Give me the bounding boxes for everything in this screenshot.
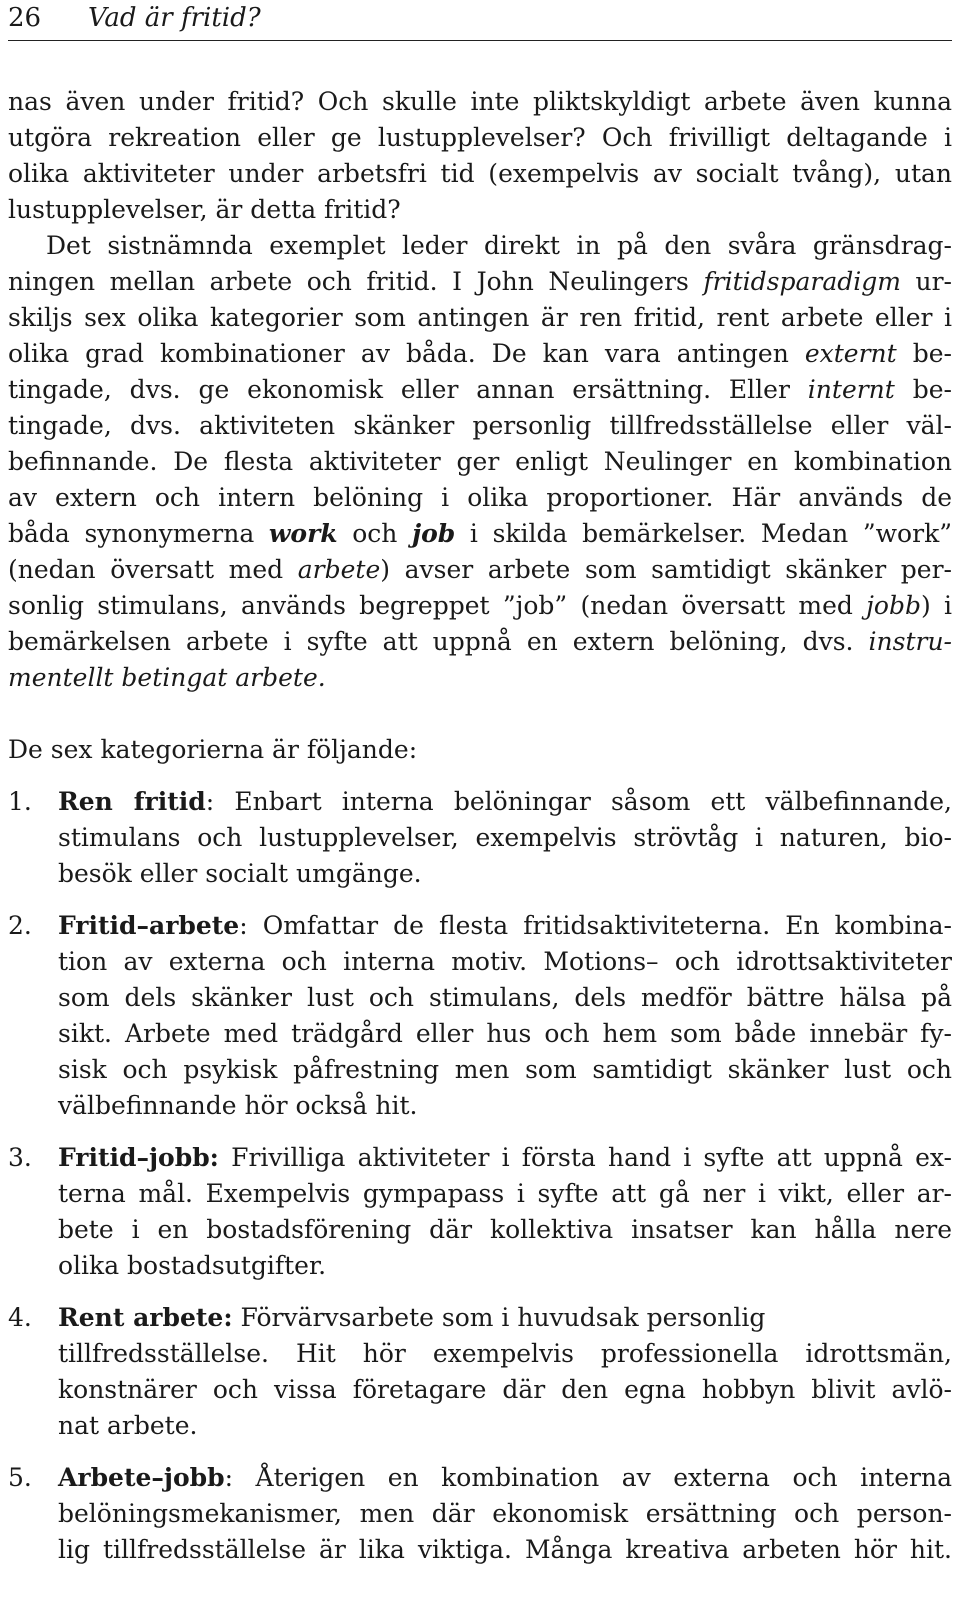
text-line: Fritid–arbete: Omfattar de flesta fritidsaktiviteterna. En kombina-: [58, 911, 952, 940]
text-line: nat arbete.: [58, 1411, 198, 1440]
item-term: Arbete–jobb: [58, 1463, 225, 1492]
text-line: stimulans och lustupplevelser, exempelvis strövtåg i naturen, bio-: [58, 823, 952, 852]
text-line: båda synonymerna work och job i skilda bemärkelser. Medan ”work”: [8, 519, 952, 548]
text-line: sonlig stimulans, används begreppet ”job” (nedan översatt med jobb) i: [8, 591, 952, 620]
item-term: Ren fritid: [58, 787, 206, 816]
text-line: (nedan översatt med arbete) avser arbete som samtidigt skänker per-: [8, 555, 952, 584]
text-line: tingade, dvs. ge ekonomisk eller annan ersättning. Eller internt be-: [8, 375, 952, 404]
text-line: [8, 660, 326, 696]
text-line: nas även under fritid? Och skulle inte pliktskyldigt arbete även kunna: [8, 87, 952, 116]
emphasis-term: mentellt betingat arbete.: [8, 663, 326, 692]
text-line: tingade, dvs. aktiviteten skänker personlig tillfredsställelse eller väl-: [8, 411, 952, 440]
text-line: av extern och intern belöning i olika proportioner. Här används de: [8, 483, 952, 512]
text-line: olika bostadsutgifter.: [58, 1251, 327, 1280]
running-title: Vad är fritid?: [88, 3, 261, 33]
text-line: Fritid–jobb: Frivilliga aktiviteter i första hand i syfte att uppnå ex-: [58, 1143, 952, 1172]
text-line: belöningsmekanismer, men där ekonomisk ersättning och person-: [58, 1499, 952, 1528]
text-line: lig tillfredsställelse är lika viktiga. Många kreativa arbeten hör hit.: [58, 1535, 952, 1564]
text-line: lustupplevelser, är detta fritid?: [8, 195, 401, 224]
text-line: som dels skänker lust och stimulans, dels medför bättre hälsa på: [58, 983, 952, 1012]
item-number: 5.: [8, 1463, 32, 1492]
text-line: tillfredsställelse. Hit hör exempelvis professionella idrottsmän,: [58, 1339, 952, 1368]
item-number: 2.: [8, 911, 32, 940]
text-line: bete i en bostadsförening där kollektiva insatser kan hålla nere: [58, 1215, 952, 1244]
item-number: 3.: [8, 1143, 32, 1172]
text-line: skiljs sex olika kategorier som antingen är ren fritid, rent arbete eller i: [8, 303, 952, 332]
emphasis-job: job: [412, 519, 456, 548]
text-line: terna mål. Exempelvis gympapass i syfte att gå ner i vikt, eller ar-: [58, 1179, 952, 1208]
text-line: Det sistnämnda exemplet leder direkt in på den svåra gränsdrag-: [46, 231, 952, 260]
text-line: Ren fritid: Enbart interna belöningar såsom ett välbefinnande,: [58, 787, 952, 816]
page-header: [8, 0, 952, 41]
text-line: bemärkelsen arbete i syfte att uppnå en extern belöning, dvs. instru-: [8, 627, 952, 656]
text-line: olika aktiviteter under arbetsfri tid (exempelvis av socialt tvång), utan: [8, 159, 952, 188]
text-line: Arbete–jobb: Återigen en kombination av externa och interna: [58, 1463, 952, 1492]
text-line: välbefinnande hör också hit.: [58, 1091, 418, 1120]
text-line: ningen mellan arbete och fritid. I John Neulingers fritidsparadigm ur-: [8, 267, 952, 296]
item-term: Rent arbete:: [58, 1303, 233, 1332]
text-line: Rent arbete: Förvärvsarbete som i huvudsak personlig: [58, 1303, 766, 1332]
emphasis-term: arbete: [297, 555, 381, 584]
list-intro: De sex kategorierna är följande:: [8, 735, 418, 764]
item-number: 4.: [8, 1303, 32, 1332]
text-line: sisk och psykisk påfrestning men som samtidigt skänker lust och: [58, 1055, 952, 1084]
item-term: Fritid–arbete: [58, 911, 240, 940]
text-line: olika grad kombinationer av båda. De kan vara antingen externt be-: [8, 339, 952, 368]
text-line: befinnande. De flesta aktiviteter ger enligt Neulinger en kombination: [8, 447, 952, 476]
emphasis-term: internt: [807, 375, 895, 404]
page-number: 26: [8, 3, 42, 33]
item-term: Fritid–jobb:: [58, 1143, 219, 1172]
emphasis-term: externt: [804, 339, 897, 368]
text-line: besök eller socialt umgänge.: [58, 859, 422, 888]
item-number: 1.: [8, 787, 32, 816]
emphasis-term: instru-: [868, 627, 952, 656]
emphasis-work: work: [268, 519, 338, 548]
text-line: konstnärer och vissa företagare där den egna hobbyn blivit avlö-: [58, 1375, 952, 1404]
text-line: sikt. Arbete med trädgård eller hus och hem som både innebär fy-: [58, 1019, 952, 1048]
text-line: tion av externa och interna motiv. Motions– och idrottsaktiviteter: [58, 947, 952, 976]
text-line: utgöra rekreation eller ge lustupplevelser? Och frivilligt deltagande i: [8, 123, 952, 152]
emphasis-term: jobb: [866, 591, 921, 620]
emphasis-term: fritidsparadigm: [703, 267, 901, 296]
